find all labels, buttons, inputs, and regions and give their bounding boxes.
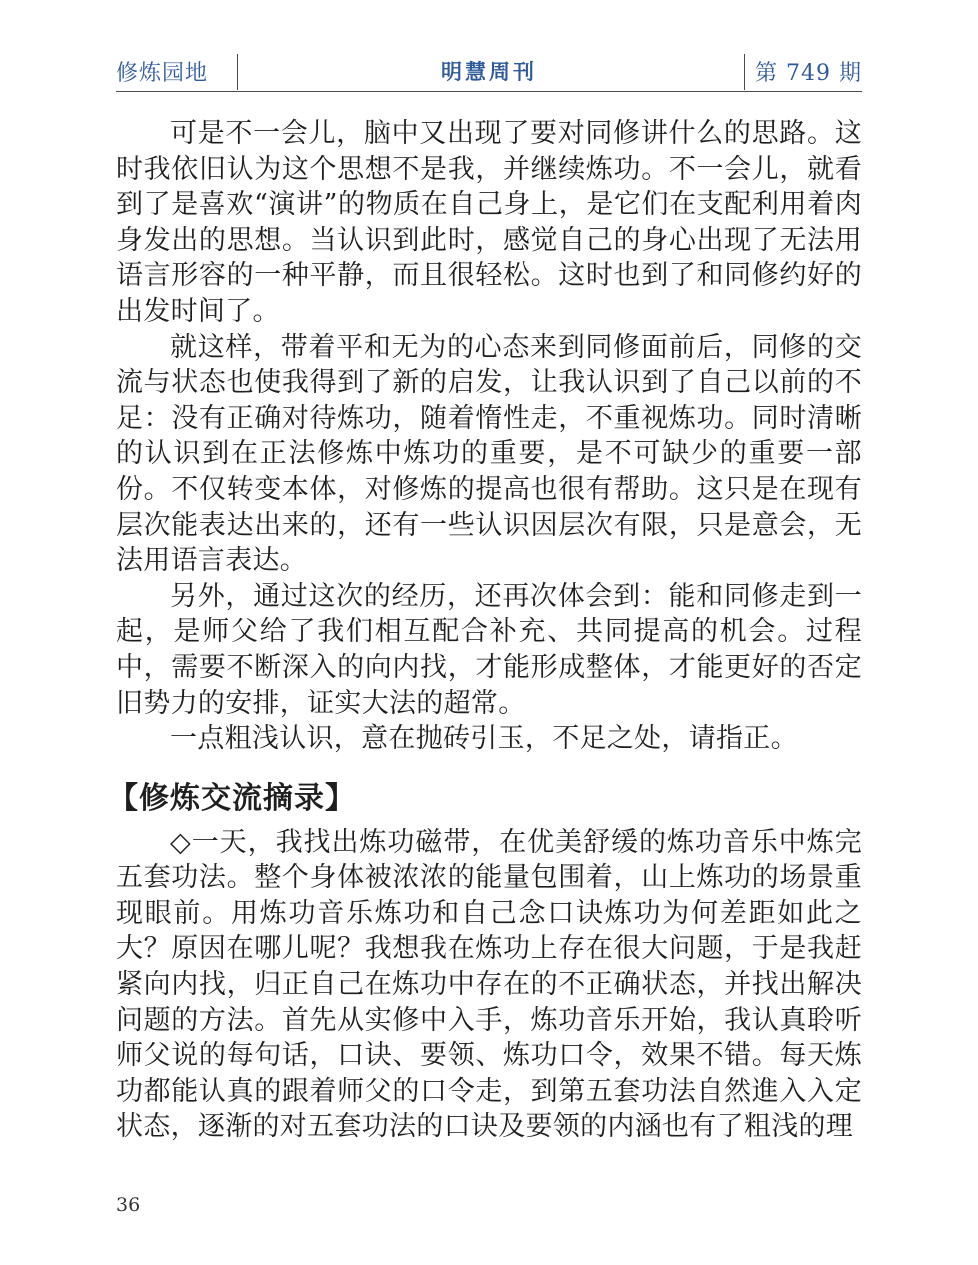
page-header — [116, 50, 862, 92]
header-issue-number: 第 749 期 — [755, 61, 862, 86]
section-paragraph-1: ◇一天，我找出炼功磁带，在优美舒缓的炼功音乐中炼完五套功法。整个身体被浓浓的能量包围着，山上炼功的场景重现眼前。用炼功音乐炼功和自己念口诀炼功为何差距如此之大？原因在哪儿呢？我想我在炼功上存在很大问题，于是我赶紧向内找，归正自己在炼功中存在的不正确状态，并找出解决问题的方法。首先从实修中入手，炼功音乐开始，我认真聆听师父说的每句话，口诀、要领、炼功口令，效果不错。每天炼功都能认真的跟着师父的口令走，到第五套功法自然進入入定状态，逐渐的对五套功法的口诀及要领的内涵也有了粗浅的理 — [116, 826, 862, 1143]
header-rule — [116, 91, 862, 92]
header-divider-right — [744, 54, 745, 90]
body-paragraph-3: 另外，通过这次的经历，还再次体会到：能和同修走到一起，是师父给了我们相互配合补充、共同提高的机会。过程中，需要不断深入的向内找，才能形成整体，才能更好的否定旧势力的安排，证实大法的超常。 — [116, 580, 862, 719]
header-section-name: 修炼园地 — [116, 61, 209, 86]
page-number: 36 — [116, 1194, 141, 1216]
body-paragraph-1: 可是不一会儿，脑中又出现了要对同修讲什么的思路。这时我依旧认为这个思想不是我，并继续炼功。不一会儿，就看到了是喜欢“演讲”的物质在自己身上，是它们在支配利用着肉身发出的思想。当认识到此时，感觉自己的身心出现了无法用语言形容的一种平静，而且很轻松。这时也到了和同修约好的出发时间了。 — [116, 118, 862, 327]
body-paragraph-2: 就这样，带着平和无为的心态来到同修面前后，同修的交流与状态也使我得到了新的启发，让我认识到了自己以前的不足：没有正确对待炼功，随着惰性走，不重视炼功。同时清晰的认识到在正法修炼中炼功的重要，是不可缺少的重要一部份。不仅转变本体，对修炼的提高也很有帮助。这只是在现有层次能表达出来的，还有一些认识因层次有限，只是意会，无法用语言表达。 — [116, 331, 862, 577]
article-body — [108, 116, 862, 1145]
header-publication-title: 明慧周刊 — [441, 60, 537, 84]
body-paragraph-4: 一点粗浅认识，意在抛砖引玉，不足之处，请指正。 — [170, 723, 798, 755]
section-heading: 【修炼交流摘录】 — [108, 780, 356, 816]
